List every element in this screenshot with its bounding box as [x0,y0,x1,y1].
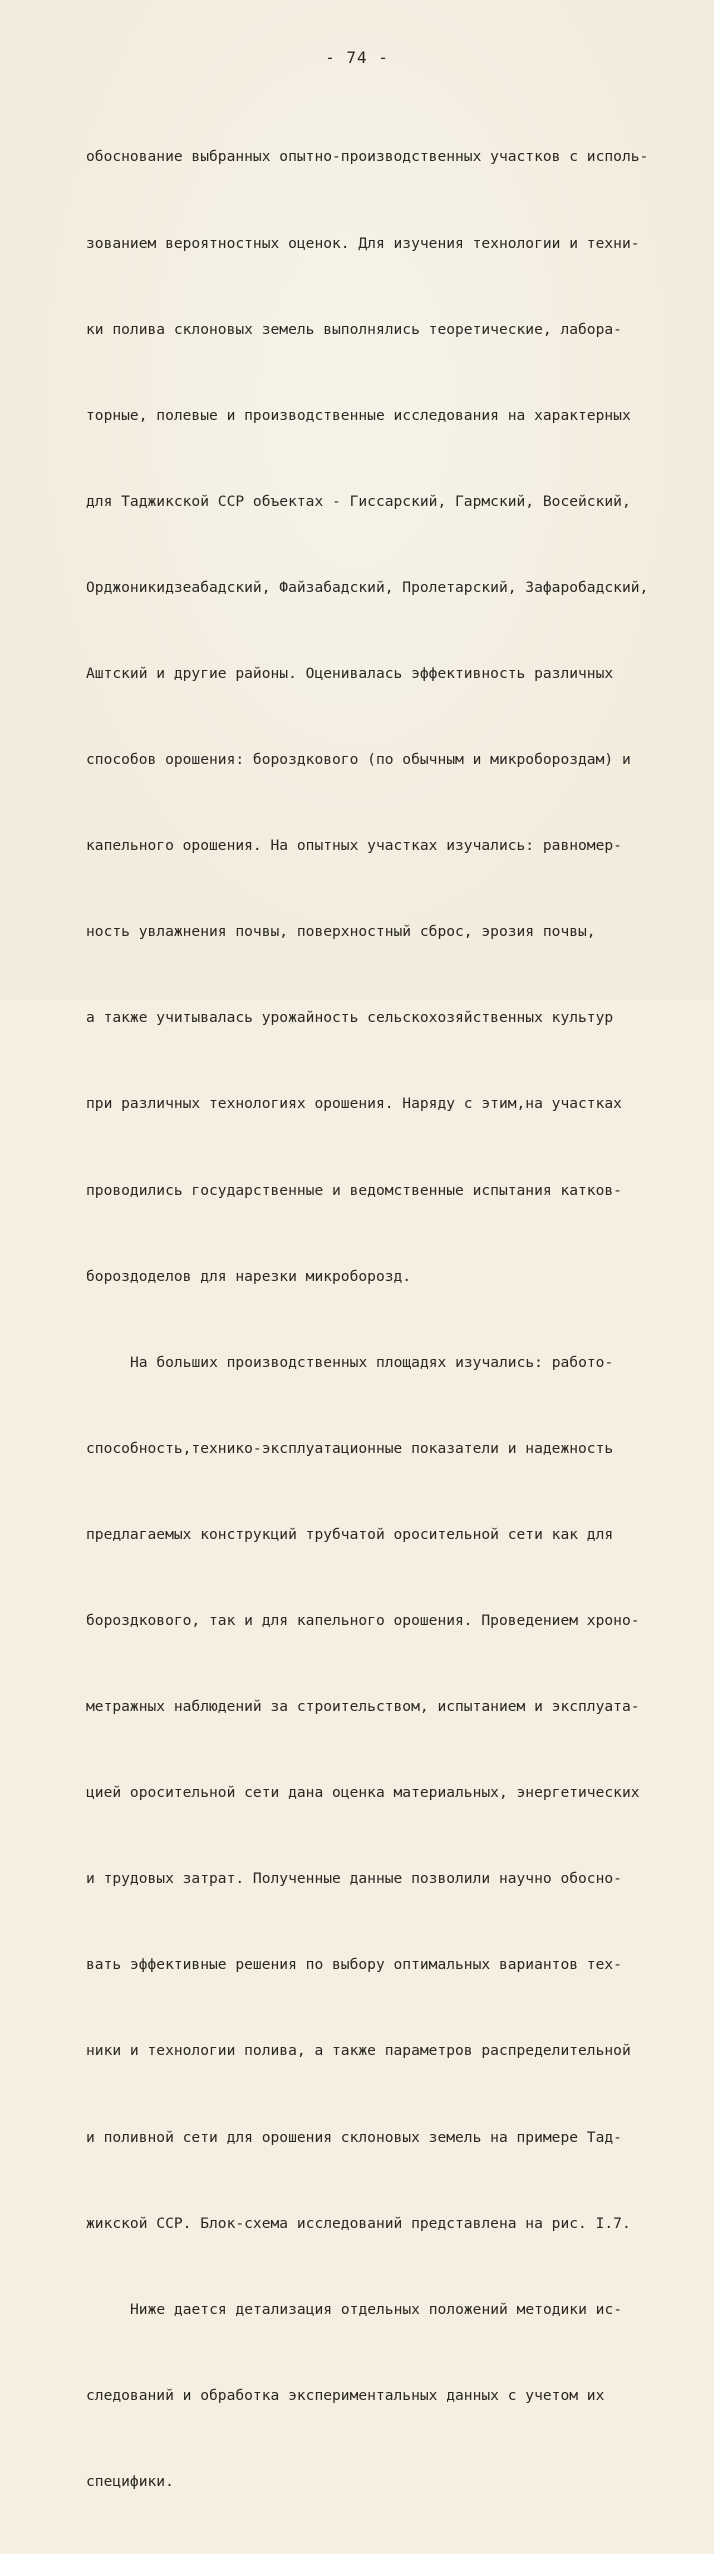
text-line: предлагаемых конструкций трубчатой оросительной сети как для [86,1525,614,1543]
text-line: капельного орошения. На опытных участках изучались: равномер- [86,837,622,855]
text-line: способность,технико-эксплуатационные показатели и надежность [86,1439,614,1457]
text-line: ность увлажнения почвы, поверхностный сброс, эрозия почвы, [86,923,596,941]
text-line: ки полива склоновых земель выполнялись теоретические, лабора- [86,320,622,338]
paragraph-start-line: Ниже дается детализация отдельных положений методики ис- [130,2300,623,2318]
text-line: бороздкового, так и для капельного орошения. Проведением хроно- [86,1612,640,1629]
text-line: жикской ССР. Блок-схема исследований представлена на рис. I.7. [86,2214,631,2232]
text-line: проводились государственные и ведомственные испытания катков- [86,1181,622,1199]
text-line: торные, полевые и производственные исследования на характерных [86,406,631,424]
page-number: - 74 - [325,48,389,67]
text-line: способов орошения: бороздкового (по обычным и микробороздам) и [86,751,631,769]
text-line: Орджоникидзеабадский, Файзабадский, Пролетарский, Зафаробадский, [86,578,649,596]
text-line: бороздоделов для нарезки микроборозд. [86,1267,412,1285]
text-line: ники и технологии полива, а также параметров распределительной [86,2042,631,2060]
text-line: обоснование выбранных опытно-производственных участков с исполь- [86,148,649,166]
body-text [86,86,656,2554]
paragraph-start-line: На больших производственных площадях изучались: работо- [130,1353,614,1371]
text-line: вать эффективные решения по выбору оптимальных вариантов тех- [86,1956,622,1974]
text-line: и поливной сети для орошения склоновых земель на примере Тад- [86,2128,622,2146]
text-line: а также учитывалась урожайность сельскохозяйственных культур [86,1009,614,1027]
text-line: следований и обработка экспериментальных данных с учетом их [86,2386,605,2404]
text-line: для Таджикской ССР объектах - Гиссарский, Гармский, Восейский, [86,492,631,510]
text-line: зованием вероятностных оценок. Для изучения технологии и техни- [86,234,640,252]
text-line: Аштский и другие районы. Оценивалась эффективность различных [86,664,614,682]
text-line: при различных технологиях орошения. Наряду с этим,на участках [86,1095,622,1113]
text-line: цией оросительной сети дана оценка материальных, энергетических [86,1784,640,1802]
text-line: метражных наблюдений за строительством, испытанием и эксплуата- [86,1698,640,1716]
text-line: и трудовых затрат. Полученные данные позволили научно обосно- [86,1870,622,1888]
text-line: специфики. [86,2472,174,2490]
